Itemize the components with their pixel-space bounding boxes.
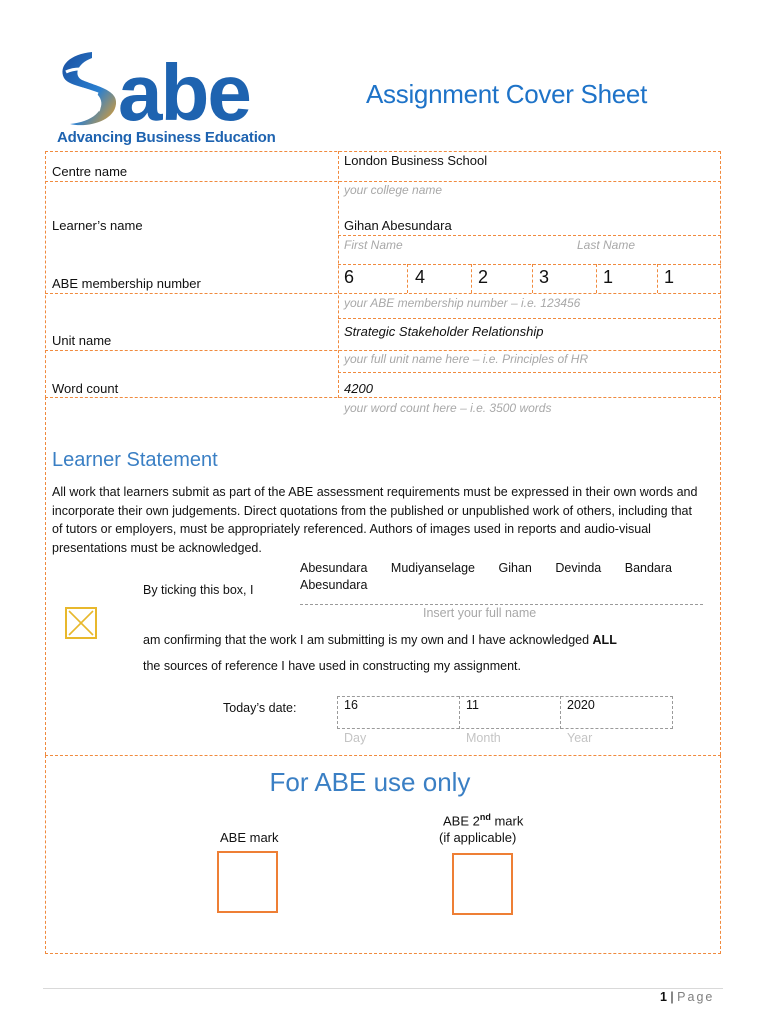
learner-name-value[interactable]: Gihan Abesundara [344,218,452,233]
last-name-hint: Last Name [577,238,636,252]
table-divider [45,181,721,182]
centre-name-label: Centre name [52,164,128,179]
membership-number-label: ABE membership number [52,276,201,291]
confirmation-text: am confirming that the work I am submitting is my own and I have acknowledged [143,633,593,647]
date-label: Today’s date: [223,701,297,715]
digit-divider [471,264,472,293]
full-name-underline [300,604,703,605]
abe-use-heading: For ABE use only [269,767,471,797]
abe-mark-label: ABE mark [220,830,279,845]
page-number: 1 [660,990,667,1004]
date-divider [459,696,460,729]
second-mark-prefix: ABE 2 [443,813,480,829]
unit-name-value[interactable]: Strategic Stakeholder Relationship [344,324,544,339]
full-name-line-2[interactable]: Abesundara [300,578,368,592]
date-month-value[interactable]: 11 [466,698,479,712]
abe-second-mark-box[interactable] [452,853,513,915]
date-year-hint: Year [567,731,593,745]
checkbox-cross-icon [67,609,95,637]
membership-number-hint: your ABE membership number – i.e. 123456 [344,296,581,310]
logo-tagline: Advancing Business Education [57,129,276,146]
membership-digit[interactable]: 1 [664,267,675,287]
full-name-hint: Insert your full name [423,606,537,620]
page-word: Page [677,990,715,1004]
digit-divider [596,264,597,293]
second-mark-suffix: mark [490,813,524,829]
abe-second-mark-label [443,812,523,828]
table-divider [338,235,721,236]
date-fields [337,696,673,729]
date-month-hint: Month [466,731,501,745]
date-divider [560,696,561,729]
unit-name-label: Unit name [52,333,112,348]
full-name-line-1[interactable]: Abesundara Mudiyanselage Gihan Devinda Bandara [300,561,672,575]
abe-second-mark-note: (if applicable) [439,830,517,845]
table-divider [338,264,721,265]
date-year-value[interactable]: 2020 [567,698,595,712]
page-title: Assignment Cover Sheet [366,79,647,109]
learner-statement-heading: Learner Statement [52,449,218,471]
membership-digit[interactable]: 2 [478,267,489,287]
learner-statement-body: All work that learners submit as part of the ABE assessment requirements must be expressed in their own words and incorporate their own judgements. Direct quotations from the published or unpublished work of others, including that of tutors or employers, must be appropriately referenced. Authors of images used in reports and audio-visual presentations must be acknowledged. [52,485,698,555]
footer-rule [43,988,723,989]
table-divider [45,350,721,351]
word-count-hint: your word count here – i.e. 3500 words [344,401,552,415]
confirmation-line-1 [143,633,617,647]
digit-divider [657,264,658,293]
digit-divider [532,264,533,293]
table-divider [45,293,721,294]
footer-separator: | [666,990,678,1004]
membership-digit[interactable]: 6 [344,267,355,287]
logo-word: abe [118,48,250,134]
word-count-value[interactable]: 4200 [344,381,373,396]
learner-name-label: Learner’s name [52,218,143,233]
confirmation-checkbox[interactable] [65,607,97,639]
digit-divider [407,264,408,293]
centre-name-value[interactable]: London Business School [344,153,488,168]
confirmation-emphasis: ALL [592,633,617,647]
confirmation-line-2: the sources of reference I have used in constructing my assignment. [143,659,521,673]
page-footer [660,990,714,1004]
unit-name-hint: your full unit name here – i.e. Principles of HR [344,352,589,366]
second-mark-ordinal: nd [479,812,491,822]
membership-digit[interactable]: 3 [539,267,550,287]
word-count-label: Word count [52,381,119,396]
table-column-divider [338,151,339,398]
date-day-hint: Day [344,731,367,745]
table-divider [338,372,721,373]
abe-mark-box[interactable] [217,851,278,913]
first-name-hint: First Name [344,238,403,252]
centre-name-hint: your college name [344,183,443,197]
abe-logo-graphic [52,44,302,134]
tick-box-label: By ticking this box, I [143,583,254,597]
membership-digit[interactable]: 4 [415,267,426,287]
table-divider [338,318,721,319]
membership-digit[interactable]: 1 [603,267,614,287]
date-day-value[interactable]: 16 [344,698,358,712]
